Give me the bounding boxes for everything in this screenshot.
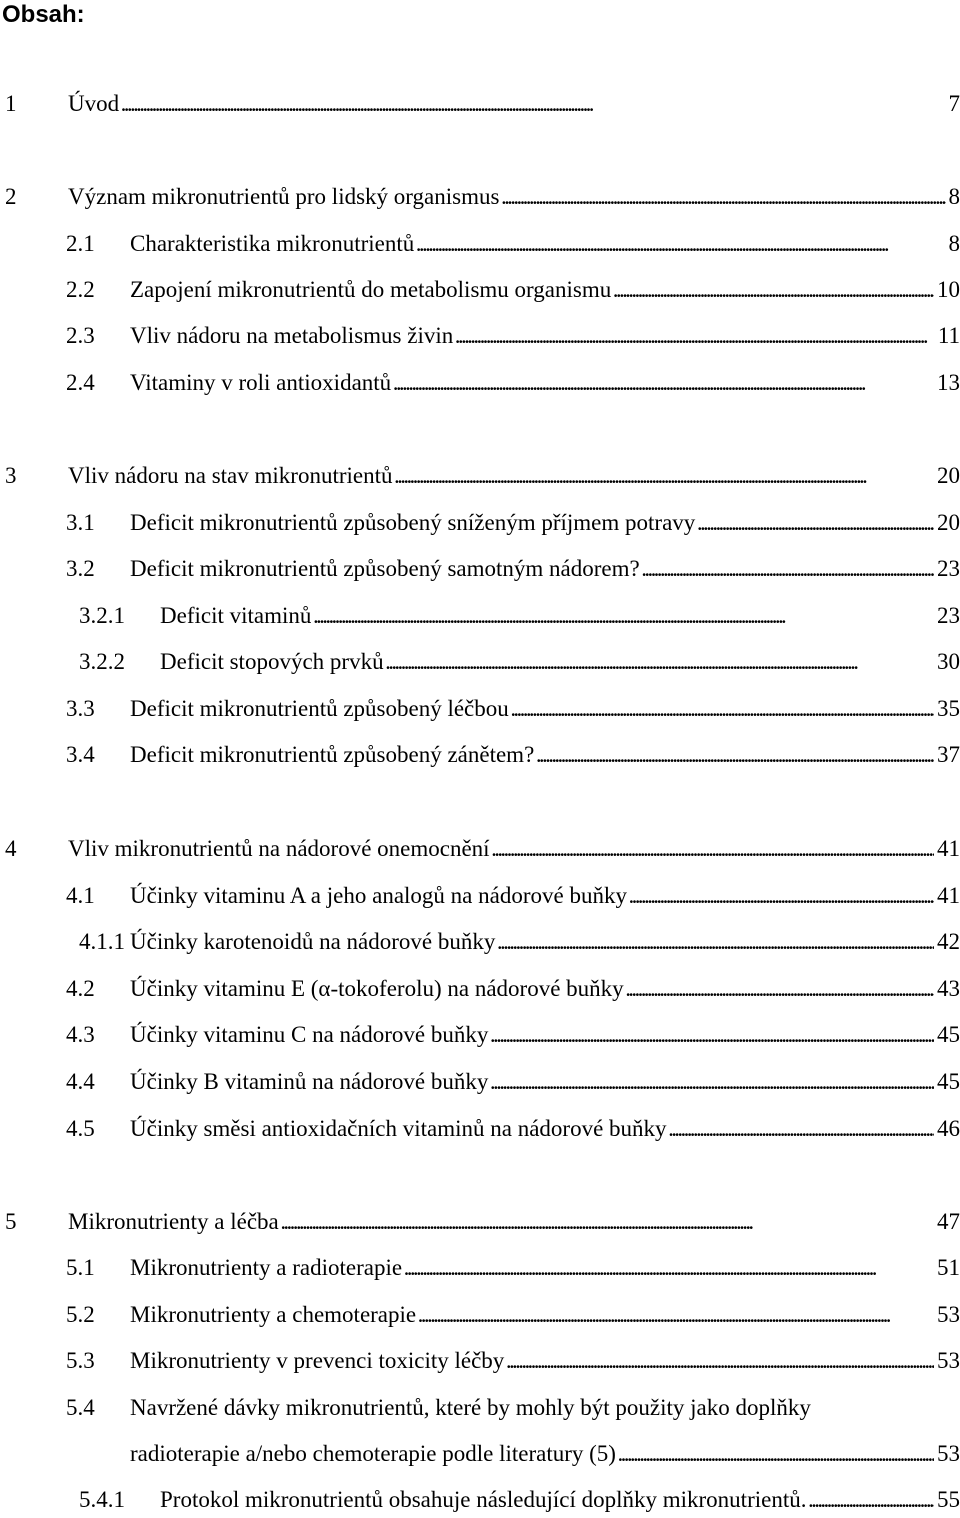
toc-entry-title: Vliv nádoru na metabolismus živin . . . (130, 318, 960, 354)
toc-entry-number: 4.5 (66, 1116, 95, 1141)
toc-entry[interactable] (0, 505, 960, 541)
toc-entry-number: 5.3 (66, 1348, 95, 1373)
toc-entry-title: Deficit vitaminů . . . (160, 598, 960, 634)
toc-entry-page: 23 (934, 598, 960, 634)
toc-entry[interactable] (0, 179, 960, 215)
toc-entry-page: 53 (934, 1436, 960, 1472)
toc-entry-page: 41 (934, 831, 960, 867)
toc-entry-number: 3.2 (66, 556, 95, 581)
toc-entry-page: 35 (934, 691, 960, 727)
toc-entry[interactable] (0, 86, 960, 122)
toc-entry-number: 2.4 (66, 370, 95, 395)
toc-entry-page: 45 (934, 1017, 960, 1053)
toc-entry-page: 53 (934, 1343, 960, 1379)
toc-entry[interactable] (0, 1250, 960, 1286)
toc-entry[interactable] (0, 1390, 960, 1426)
toc-entry-page: 45 (934, 1064, 960, 1100)
toc-entry-number: 2.1 (66, 231, 95, 256)
toc-entry-title: Úvod . . . (68, 86, 960, 122)
toc-entry-page: 43 (934, 971, 960, 1007)
toc-entry-title: Deficit mikronutrientů způsobený zánětem? . . . (130, 737, 960, 773)
toc-entry-number: 5.2 (66, 1302, 95, 1327)
toc-entry[interactable] (0, 691, 960, 727)
toc-entry[interactable] (0, 737, 960, 773)
toc-entry-title: Navržené dávky mikronutrientů, které by mohly být použity jako doplňky (130, 1395, 811, 1420)
toc-entry-title: Účinky vitaminu A a jeho analogů na nádorové buňky . . . (130, 878, 960, 914)
toc-entry-page: 8 (946, 226, 960, 262)
toc-entry-title: Mikronutrienty a chemoterapie . . . (130, 1297, 960, 1333)
toc-entry-page: 51 (934, 1250, 960, 1286)
toc-entry-number: 4.2 (66, 976, 95, 1001)
toc-entry-title: Účinky vitaminu C na nádorové buňky . . . (130, 1017, 960, 1053)
toc-entry[interactable] (0, 226, 960, 262)
toc-entry[interactable] (0, 1204, 960, 1240)
toc-entry-title: Účinky karotenoidů na nádorové buňky . . . (130, 924, 960, 960)
toc-entry-page: 23 (934, 551, 960, 587)
toc-entry-number: 1 (5, 91, 17, 116)
toc-entry-title: Účinky vitaminu E (α-tokoferolu) na nádorové buňky . . . (130, 971, 960, 1007)
toc-entry-title: Deficit mikronutrientů způsobený samotným nádorem? . . . (130, 551, 960, 587)
toc-entry[interactable] (0, 1297, 960, 1333)
toc-entry[interactable] (0, 971, 960, 1007)
toc-entry-title: Vliv nádoru na stav mikronutrientů . . . (68, 458, 960, 494)
toc-entry[interactable] (0, 1343, 960, 1379)
toc-entry-number: 4.1.1 (79, 929, 125, 954)
toc-entry-title: Deficit stopových prvků . . . (160, 644, 960, 680)
toc-entry[interactable] (0, 1482, 960, 1518)
toc-entry[interactable] (0, 1017, 960, 1053)
toc-entry[interactable] (0, 551, 960, 587)
toc-entry-number: 5.1 (66, 1255, 95, 1280)
toc-entry[interactable] (0, 318, 960, 354)
toc-entry-number: 5.4.1 (79, 1487, 125, 1512)
toc-entry-title: Mikronutrienty a léčba . . . (68, 1204, 960, 1240)
toc-entry-number: 2 (5, 184, 17, 209)
toc-entry-number: 3.2.2 (79, 649, 125, 674)
toc-entry-page: 11 (935, 318, 960, 354)
toc-entry-number: 5.4 (66, 1395, 95, 1420)
toc-entry-number: 3.3 (66, 696, 95, 721)
toc-entry-page: 8 (946, 179, 960, 215)
toc-entry-page: 47 (934, 1204, 960, 1240)
toc-entry-page: 37 (934, 737, 960, 773)
toc-entry[interactable] (0, 1064, 960, 1100)
toc-entry-page: 46 (934, 1111, 960, 1147)
toc-entry-title: Vitaminy v roli antioxidantů . . . (130, 365, 960, 401)
toc-heading: Obsah: (2, 1, 85, 28)
toc-entry-number: 3.2.1 (79, 603, 125, 628)
toc-entry-number: 4.1 (66, 883, 95, 908)
toc-entry-number: 3.1 (66, 510, 95, 535)
toc-entry-number: 4.3 (66, 1022, 95, 1047)
toc-entry-title: Účinky B vitaminů na nádorové buňky . . . (130, 1064, 960, 1100)
toc-entry[interactable] (0, 878, 960, 914)
toc-entry-page: 55 (934, 1482, 960, 1518)
toc-entry-number: 5 (5, 1209, 17, 1234)
toc-entry-title: Charakteristika mikronutrientů . . . (130, 226, 960, 262)
toc-entry-page: 20 (934, 505, 960, 541)
toc-entry[interactable] (0, 458, 960, 494)
toc-entry-title: Deficit mikronutrientů způsobený sníženým příjmem potravy . . . (130, 505, 960, 541)
toc-entry-title: Deficit mikronutrientů způsobený léčbou . . . (130, 691, 960, 727)
toc-entry[interactable] (0, 365, 960, 401)
toc-entry-page: 41 (934, 878, 960, 914)
toc-entry[interactable] (0, 272, 960, 308)
toc-entry-title: Účinky směsi antioxidačních vitaminů na nádorové buňky . . . (130, 1111, 960, 1147)
toc-entry-page: 13 (934, 365, 960, 401)
toc-entry-number: 3.4 (66, 742, 95, 767)
toc-entry-page: 42 (934, 924, 960, 960)
toc-entry-continuation[interactable] (0, 1436, 960, 1472)
toc-entry-title: Mikronutrienty v prevenci toxicity léčby . . . (130, 1343, 960, 1379)
toc-entry-page: 7 (946, 86, 960, 122)
toc-entry-title: Vliv mikronutrientů na nádorové onemocnění . . . (68, 831, 960, 867)
toc-entry-page: 30 (934, 644, 960, 680)
toc-entry-page: 10 (934, 272, 960, 308)
toc-entry-page: 20 (934, 458, 960, 494)
toc-entry[interactable] (0, 598, 960, 634)
toc-entry-title: Význam mikronutrientů pro lidský organismus . . . (68, 179, 960, 215)
toc-entry-title: Protokol mikronutrientů obsahuje následující doplňky mikronutrientů. . . . (160, 1482, 960, 1518)
toc-entry-number: 3 (5, 463, 17, 488)
toc-entry[interactable] (0, 924, 960, 960)
toc-entry-page: 53 (934, 1297, 960, 1333)
toc-entry[interactable] (0, 831, 960, 867)
toc-entry-title: Zapojení mikronutrientů do metabolismu organismu . . . (130, 272, 960, 308)
toc-entry-number: 4 (5, 836, 17, 861)
toc-entry-number: 4.4 (66, 1069, 95, 1094)
toc-entry-title-continuation: radioterapie a/nebo chemoterapie podle literatury (5) . . . (130, 1436, 960, 1472)
toc-entry-number: 2.2 (66, 277, 95, 302)
toc-entry[interactable] (0, 1111, 960, 1147)
toc-entry[interactable] (0, 644, 960, 680)
toc-entry-title: Mikronutrienty a radioterapie . . . (130, 1250, 960, 1286)
toc-entry-number: 2.3 (66, 323, 95, 348)
